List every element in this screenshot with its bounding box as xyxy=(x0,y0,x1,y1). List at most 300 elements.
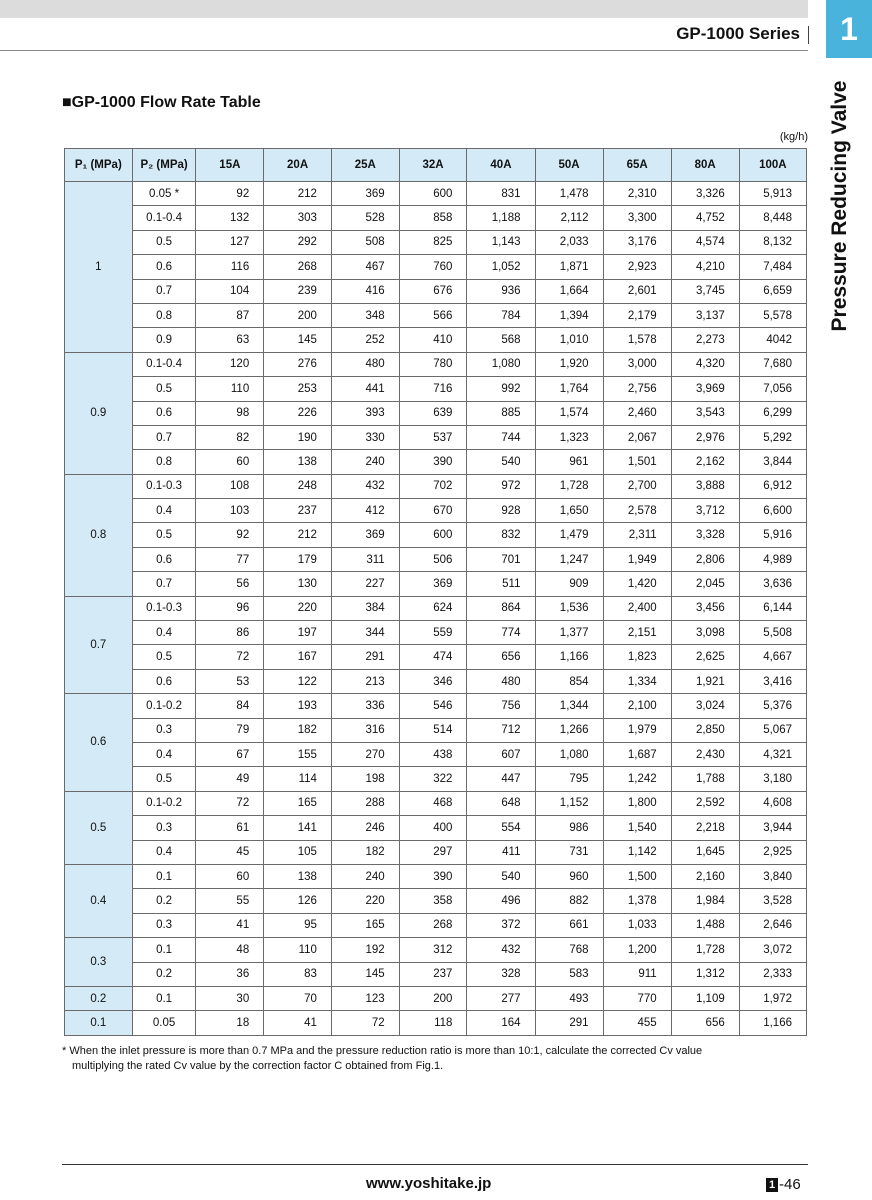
side-section-text: Pressure Reducing Valve xyxy=(828,80,851,332)
footer-rule xyxy=(62,1164,808,1165)
flow-value-cell: 1,152 xyxy=(535,791,603,815)
flow-value-cell: 197 xyxy=(264,621,332,645)
flow-value-cell: 4,989 xyxy=(739,547,806,571)
flow-value-cell: 70 xyxy=(264,986,332,1010)
flow-value-cell: 165 xyxy=(264,791,332,815)
flow-value-cell: 86 xyxy=(196,621,264,645)
flow-value-cell: 1,949 xyxy=(603,547,671,571)
flow-value-cell: 56 xyxy=(196,572,264,596)
flow-value-cell: 4,321 xyxy=(739,742,806,766)
flow-value-cell: 7,484 xyxy=(739,255,806,279)
p1-cell: 0.4 xyxy=(65,864,133,937)
flow-value-cell: 41 xyxy=(264,1011,332,1035)
flow-value-cell: 5,578 xyxy=(739,303,806,327)
flow-value-cell: 390 xyxy=(399,864,467,888)
table-row xyxy=(65,889,807,913)
flow-value-cell: 193 xyxy=(264,694,332,718)
flow-value-cell: 5,067 xyxy=(739,718,806,742)
p2-cell: 0.5 xyxy=(132,645,196,669)
table-row xyxy=(65,279,807,303)
flow-value-cell: 656 xyxy=(671,1011,739,1035)
table-row xyxy=(65,523,807,547)
flow-value-cell: 6,144 xyxy=(739,596,806,620)
flow-value-cell: 1,312 xyxy=(671,962,739,986)
flow-value-cell: 155 xyxy=(264,742,332,766)
p1-cell: 0.1 xyxy=(65,1011,133,1035)
flow-value-cell: 1,479 xyxy=(535,523,603,547)
footnote-line-2: multiplying the rated Cv value by the correction factor C obtained from Fig.1. xyxy=(72,1060,444,1072)
flow-value-cell: 2,925 xyxy=(739,840,806,864)
table-row xyxy=(65,401,807,425)
flow-value-cell: 432 xyxy=(331,474,399,498)
flow-value-cell: 49 xyxy=(196,767,264,791)
flow-value-cell: 656 xyxy=(467,645,535,669)
flow-value-cell: 1,501 xyxy=(603,450,671,474)
flow-value-cell: 248 xyxy=(264,474,332,498)
flow-value-cell: 190 xyxy=(264,425,332,449)
flow-value-cell: 220 xyxy=(264,596,332,620)
flow-value-cell: 92 xyxy=(196,523,264,547)
p2-cell: 0.8 xyxy=(132,303,196,327)
flow-value-cell: 864 xyxy=(467,596,535,620)
p2-cell: 0.6 xyxy=(132,255,196,279)
flow-value-cell: 2,976 xyxy=(671,425,739,449)
flow-value-cell: 795 xyxy=(535,767,603,791)
flow-value-cell: 661 xyxy=(535,913,603,937)
p2-cell: 0.4 xyxy=(132,621,196,645)
flow-value-cell: 600 xyxy=(399,182,467,206)
flow-value-cell: 3,543 xyxy=(671,401,739,425)
flow-value-cell: 546 xyxy=(399,694,467,718)
flow-value-cell: 909 xyxy=(535,572,603,596)
flow-value-cell: 132 xyxy=(196,206,264,230)
p2-cell: 0.1-0.3 xyxy=(132,474,196,498)
flow-value-cell: 702 xyxy=(399,474,467,498)
flow-value-cell: 179 xyxy=(264,547,332,571)
flow-value-cell: 2,806 xyxy=(671,547,739,571)
flow-value-cell: 2,045 xyxy=(671,572,739,596)
p2-cell: 0.1-0.4 xyxy=(132,352,196,376)
flow-value-cell: 4,608 xyxy=(739,791,806,815)
flow-value-cell: 7,680 xyxy=(739,352,806,376)
flow-value-cell: 5,376 xyxy=(739,694,806,718)
flow-value-cell: 369 xyxy=(331,182,399,206)
p2-cell: 0.1 xyxy=(132,986,196,1010)
flow-value-cell: 3,328 xyxy=(671,523,739,547)
column-header: 20A xyxy=(264,149,332,182)
flow-value-cell: 3,024 xyxy=(671,694,739,718)
flow-value-cell: 1,578 xyxy=(603,328,671,352)
flow-value-cell: 164 xyxy=(467,1011,535,1035)
flow-value-cell: 268 xyxy=(264,255,332,279)
flow-value-cell: 1,166 xyxy=(535,645,603,669)
p2-cell: 0.1-0.3 xyxy=(132,596,196,620)
flow-value-cell: 6,299 xyxy=(739,401,806,425)
header-rule xyxy=(0,50,808,51)
flow-value-cell: 270 xyxy=(331,742,399,766)
column-header: P₁ (MPa) xyxy=(65,149,133,182)
p2-cell: 0.6 xyxy=(132,669,196,693)
p2-cell: 0.3 xyxy=(132,816,196,840)
flow-value-cell: 105 xyxy=(264,840,332,864)
table-row xyxy=(65,425,807,449)
flow-value-cell: 1,488 xyxy=(671,913,739,937)
table-row xyxy=(65,840,807,864)
flow-value-cell: 123 xyxy=(331,986,399,1010)
flow-value-cell: 82 xyxy=(196,425,264,449)
flow-value-cell: 744 xyxy=(467,425,535,449)
flow-value-cell: 936 xyxy=(467,279,535,303)
table-row xyxy=(65,621,807,645)
flow-value-cell: 1,033 xyxy=(603,913,671,937)
flow-value-cell: 770 xyxy=(603,986,671,1010)
flow-value-cell: 312 xyxy=(399,938,467,962)
flow-value-cell: 1,979 xyxy=(603,718,671,742)
flow-value-cell: 2,333 xyxy=(739,962,806,986)
flow-rate-table xyxy=(64,148,807,1036)
flow-value-cell: 227 xyxy=(331,572,399,596)
flow-value-cell: 1,664 xyxy=(535,279,603,303)
table-row xyxy=(65,547,807,571)
flow-value-cell: 911 xyxy=(603,962,671,986)
flow-value-cell: 369 xyxy=(399,572,467,596)
series-divider xyxy=(808,26,809,44)
flow-value-cell: 311 xyxy=(331,547,399,571)
flow-value-cell: 467 xyxy=(331,255,399,279)
flow-value-cell: 1,109 xyxy=(671,986,739,1010)
flow-value-cell: 212 xyxy=(264,523,332,547)
flow-value-cell: 60 xyxy=(196,864,264,888)
flow-value-cell: 756 xyxy=(467,694,535,718)
flow-value-cell: 330 xyxy=(331,425,399,449)
table-row xyxy=(65,499,807,523)
flow-value-cell: 3,636 xyxy=(739,572,806,596)
p2-cell: 0.5 xyxy=(132,767,196,791)
flow-value-cell: 583 xyxy=(535,962,603,986)
flow-value-cell: 441 xyxy=(331,377,399,401)
flow-value-cell: 303 xyxy=(264,206,332,230)
p2-cell: 0.5 xyxy=(132,230,196,254)
flow-value-cell: 412 xyxy=(331,499,399,523)
flow-value-cell: 84 xyxy=(196,694,264,718)
flow-value-cell: 372 xyxy=(467,913,535,937)
flow-value-cell: 1,080 xyxy=(535,742,603,766)
flow-value-cell: 8,448 xyxy=(739,206,806,230)
flow-value-cell: 53 xyxy=(196,669,264,693)
flow-value-cell: 2,033 xyxy=(535,230,603,254)
flow-value-cell: 226 xyxy=(264,401,332,425)
table-row xyxy=(65,182,807,206)
flow-value-cell: 120 xyxy=(196,352,264,376)
flow-value-cell: 4,320 xyxy=(671,352,739,376)
flow-value-cell: 3,000 xyxy=(603,352,671,376)
flow-value-cell: 1,266 xyxy=(535,718,603,742)
flow-value-cell: 268 xyxy=(399,913,467,937)
flow-value-cell: 3,528 xyxy=(739,889,806,913)
flow-value-cell: 1,728 xyxy=(671,938,739,962)
flow-value-cell: 297 xyxy=(399,840,467,864)
flow-value-cell: 496 xyxy=(467,889,535,913)
flow-value-cell: 96 xyxy=(196,596,264,620)
table-row xyxy=(65,596,807,620)
flow-value-cell: 3,712 xyxy=(671,499,739,523)
flow-value-cell: 1,242 xyxy=(603,767,671,791)
flow-value-cell: 1,080 xyxy=(467,352,535,376)
flow-value-cell: 316 xyxy=(331,718,399,742)
flow-value-cell: 41 xyxy=(196,913,264,937)
flow-value-cell: 103 xyxy=(196,499,264,523)
flow-value-cell: 1,334 xyxy=(603,669,671,693)
flow-value-cell: 48 xyxy=(196,938,264,962)
flow-value-cell: 480 xyxy=(467,669,535,693)
flow-value-cell: 2,162 xyxy=(671,450,739,474)
flow-value-cell: 110 xyxy=(196,377,264,401)
column-header: P₂ (MPa) xyxy=(132,149,196,182)
flow-value-cell: 5,913 xyxy=(739,182,806,206)
p1-cell: 1 xyxy=(65,182,133,353)
flow-value-cell: 6,912 xyxy=(739,474,806,498)
flow-value-cell: 358 xyxy=(399,889,467,913)
p2-cell: 0.7 xyxy=(132,279,196,303)
flow-value-cell: 138 xyxy=(264,450,332,474)
flow-value-cell: 2,601 xyxy=(603,279,671,303)
flow-value-cell: 731 xyxy=(535,840,603,864)
table-row xyxy=(65,206,807,230)
flow-value-cell: 2,160 xyxy=(671,864,739,888)
flow-value-cell: 493 xyxy=(535,986,603,1010)
flow-value-cell: 61 xyxy=(196,816,264,840)
table-row xyxy=(65,328,807,352)
flow-value-cell: 276 xyxy=(264,352,332,376)
flow-value-cell: 3,969 xyxy=(671,377,739,401)
flow-value-cell: 1,540 xyxy=(603,816,671,840)
flow-value-cell: 2,923 xyxy=(603,255,671,279)
flow-value-cell: 559 xyxy=(399,621,467,645)
flow-value-cell: 3,840 xyxy=(739,864,806,888)
table-row xyxy=(65,1011,807,1035)
table-body xyxy=(65,182,807,1036)
flow-value-cell: 1,972 xyxy=(739,986,806,1010)
flow-value-cell: 92 xyxy=(196,182,264,206)
flow-value-cell: 72 xyxy=(196,645,264,669)
column-header: 100A xyxy=(739,149,806,182)
flow-value-cell: 480 xyxy=(331,352,399,376)
flow-value-cell: 118 xyxy=(399,1011,467,1035)
flow-value-cell: 213 xyxy=(331,669,399,693)
flow-value-cell: 3,098 xyxy=(671,621,739,645)
flow-value-cell: 95 xyxy=(264,913,332,937)
flow-value-cell: 1,010 xyxy=(535,328,603,352)
flow-value-cell: 4,667 xyxy=(739,645,806,669)
flow-value-cell: 716 xyxy=(399,377,467,401)
flow-value-cell: 537 xyxy=(399,425,467,449)
flow-value-cell: 393 xyxy=(331,401,399,425)
flow-value-cell: 2,310 xyxy=(603,182,671,206)
flow-value-cell: 3,944 xyxy=(739,816,806,840)
flow-value-cell: 1,052 xyxy=(467,255,535,279)
flow-value-cell: 3,456 xyxy=(671,596,739,620)
flow-value-cell: 960 xyxy=(535,864,603,888)
flow-value-cell: 5,508 xyxy=(739,621,806,645)
flow-value-cell: 200 xyxy=(399,986,467,1010)
flow-value-cell: 676 xyxy=(399,279,467,303)
flow-value-cell: 237 xyxy=(399,962,467,986)
flow-value-cell: 336 xyxy=(331,694,399,718)
column-header: 80A xyxy=(671,149,739,182)
table-row xyxy=(65,913,807,937)
flow-value-cell: 1,478 xyxy=(535,182,603,206)
flow-value-cell: 182 xyxy=(331,840,399,864)
website-link[interactable]: www.yoshitake.jp xyxy=(366,1175,492,1192)
p2-cell: 0.6 xyxy=(132,401,196,425)
flow-value-cell: 104 xyxy=(196,279,264,303)
flow-value-cell: 2,151 xyxy=(603,621,671,645)
flow-value-cell: 116 xyxy=(196,255,264,279)
flow-value-cell: 607 xyxy=(467,742,535,766)
page-chapter-box: 1 xyxy=(766,1178,778,1192)
flow-value-cell: 992 xyxy=(467,377,535,401)
flow-value-cell: 3,326 xyxy=(671,182,739,206)
flow-value-cell: 774 xyxy=(467,621,535,645)
table-row xyxy=(65,230,807,254)
table-header-row xyxy=(65,149,807,182)
flow-value-cell: 252 xyxy=(331,328,399,352)
p1-cell: 0.2 xyxy=(65,986,133,1010)
flow-value-cell: 1,645 xyxy=(671,840,739,864)
flow-value-cell: 127 xyxy=(196,230,264,254)
flow-value-cell: 1,166 xyxy=(739,1011,806,1035)
table-row xyxy=(65,645,807,669)
p2-cell: 0.3 xyxy=(132,913,196,937)
flow-value-cell: 98 xyxy=(196,401,264,425)
p1-cell: 0.8 xyxy=(65,474,133,596)
flow-value-cell: 410 xyxy=(399,328,467,352)
flow-value-cell: 416 xyxy=(331,279,399,303)
flow-value-cell: 3,844 xyxy=(739,450,806,474)
p2-cell: 0.05 * xyxy=(132,182,196,206)
p2-cell: 0.1-0.4 xyxy=(132,206,196,230)
p2-cell: 0.1 xyxy=(132,938,196,962)
flow-value-cell: 2,756 xyxy=(603,377,671,401)
flow-value-cell: 1,800 xyxy=(603,791,671,815)
section-title: ■GP-1000 Flow Rate Table xyxy=(62,94,261,111)
flow-value-cell: 114 xyxy=(264,767,332,791)
flow-value-cell: 3,137 xyxy=(671,303,739,327)
flow-value-cell: 277 xyxy=(467,986,535,1010)
table-row xyxy=(65,255,807,279)
flow-value-cell: 83 xyxy=(264,962,332,986)
flow-value-cell: 624 xyxy=(399,596,467,620)
flow-value-cell: 455 xyxy=(603,1011,671,1035)
flow-value-cell: 3,176 xyxy=(603,230,671,254)
flow-value-cell: 3,072 xyxy=(739,938,806,962)
flow-value-cell: 45 xyxy=(196,840,264,864)
flow-value-cell: 8,132 xyxy=(739,230,806,254)
flow-value-cell: 1,143 xyxy=(467,230,535,254)
flow-value-cell: 411 xyxy=(467,840,535,864)
flow-value-cell: 540 xyxy=(467,450,535,474)
table-row xyxy=(65,962,807,986)
flow-value-cell: 2,646 xyxy=(739,913,806,937)
flow-value-cell: 784 xyxy=(467,303,535,327)
flow-value-cell: 292 xyxy=(264,230,332,254)
flow-value-cell: 639 xyxy=(399,401,467,425)
p2-cell: 0.4 xyxy=(132,840,196,864)
flow-value-cell: 30 xyxy=(196,986,264,1010)
unit-label: (kg/h) xyxy=(779,131,808,143)
flow-value-cell: 511 xyxy=(467,572,535,596)
table-row xyxy=(65,986,807,1010)
table-row xyxy=(65,474,807,498)
flow-value-cell: 1,574 xyxy=(535,401,603,425)
flow-value-cell: 1,984 xyxy=(671,889,739,913)
flow-value-cell: 3,416 xyxy=(739,669,806,693)
chapter-number-tab: 1 xyxy=(826,0,872,58)
flow-value-cell: 122 xyxy=(264,669,332,693)
p1-cell: 0.5 xyxy=(65,791,133,864)
flow-value-cell: 832 xyxy=(467,523,535,547)
flow-value-cell: 60 xyxy=(196,450,264,474)
flow-value-cell: 831 xyxy=(467,182,535,206)
p1-cell: 0.7 xyxy=(65,596,133,694)
flow-value-cell: 928 xyxy=(467,499,535,523)
p1-cell: 0.3 xyxy=(65,938,133,987)
flow-value-cell: 4042 xyxy=(739,328,806,352)
flow-value-cell: 1,921 xyxy=(671,669,739,693)
flow-value-cell: 1,247 xyxy=(535,547,603,571)
flow-value-cell: 670 xyxy=(399,499,467,523)
flow-value-cell: 212 xyxy=(264,182,332,206)
flow-value-cell: 858 xyxy=(399,206,467,230)
flow-value-cell: 3,180 xyxy=(739,767,806,791)
flow-value-cell: 2,100 xyxy=(603,694,671,718)
flow-value-cell: 2,400 xyxy=(603,596,671,620)
flow-value-cell: 145 xyxy=(331,962,399,986)
flow-value-cell: 854 xyxy=(535,669,603,693)
flow-value-cell: 568 xyxy=(467,328,535,352)
p2-cell: 0.05 xyxy=(132,1011,196,1035)
flow-value-cell: 400 xyxy=(399,816,467,840)
flow-value-cell: 438 xyxy=(399,742,467,766)
flow-value-cell: 4,210 xyxy=(671,255,739,279)
flow-value-cell: 1,920 xyxy=(535,352,603,376)
flow-value-cell: 6,600 xyxy=(739,499,806,523)
flow-value-cell: 18 xyxy=(196,1011,264,1035)
flow-value-cell: 145 xyxy=(264,328,332,352)
flow-value-cell: 87 xyxy=(196,303,264,327)
p2-cell: 0.1-0.2 xyxy=(132,694,196,718)
flow-value-cell: 108 xyxy=(196,474,264,498)
flow-value-cell: 1,142 xyxy=(603,840,671,864)
footnote-line-1: * When the inlet pressure is more than 0.7 MPa and the pressure reduction ratio is more than 10:1, calculate the corrected Cv value xyxy=(62,1045,703,1057)
flow-value-cell: 701 xyxy=(467,547,535,571)
flow-value-cell: 1,687 xyxy=(603,742,671,766)
column-header: 50A xyxy=(535,149,603,182)
flow-value-cell: 768 xyxy=(535,938,603,962)
flow-value-cell: 825 xyxy=(399,230,467,254)
flow-value-cell: 322 xyxy=(399,767,467,791)
flow-value-cell: 2,273 xyxy=(671,328,739,352)
flow-value-cell: 240 xyxy=(331,864,399,888)
flow-value-cell: 1,500 xyxy=(603,864,671,888)
flow-value-cell: 182 xyxy=(264,718,332,742)
flow-value-cell: 2,067 xyxy=(603,425,671,449)
flow-value-cell: 344 xyxy=(331,621,399,645)
flow-value-cell: 1,788 xyxy=(671,767,739,791)
p2-cell: 0.6 xyxy=(132,547,196,571)
flow-value-cell: 1,871 xyxy=(535,255,603,279)
table-row xyxy=(65,938,807,962)
